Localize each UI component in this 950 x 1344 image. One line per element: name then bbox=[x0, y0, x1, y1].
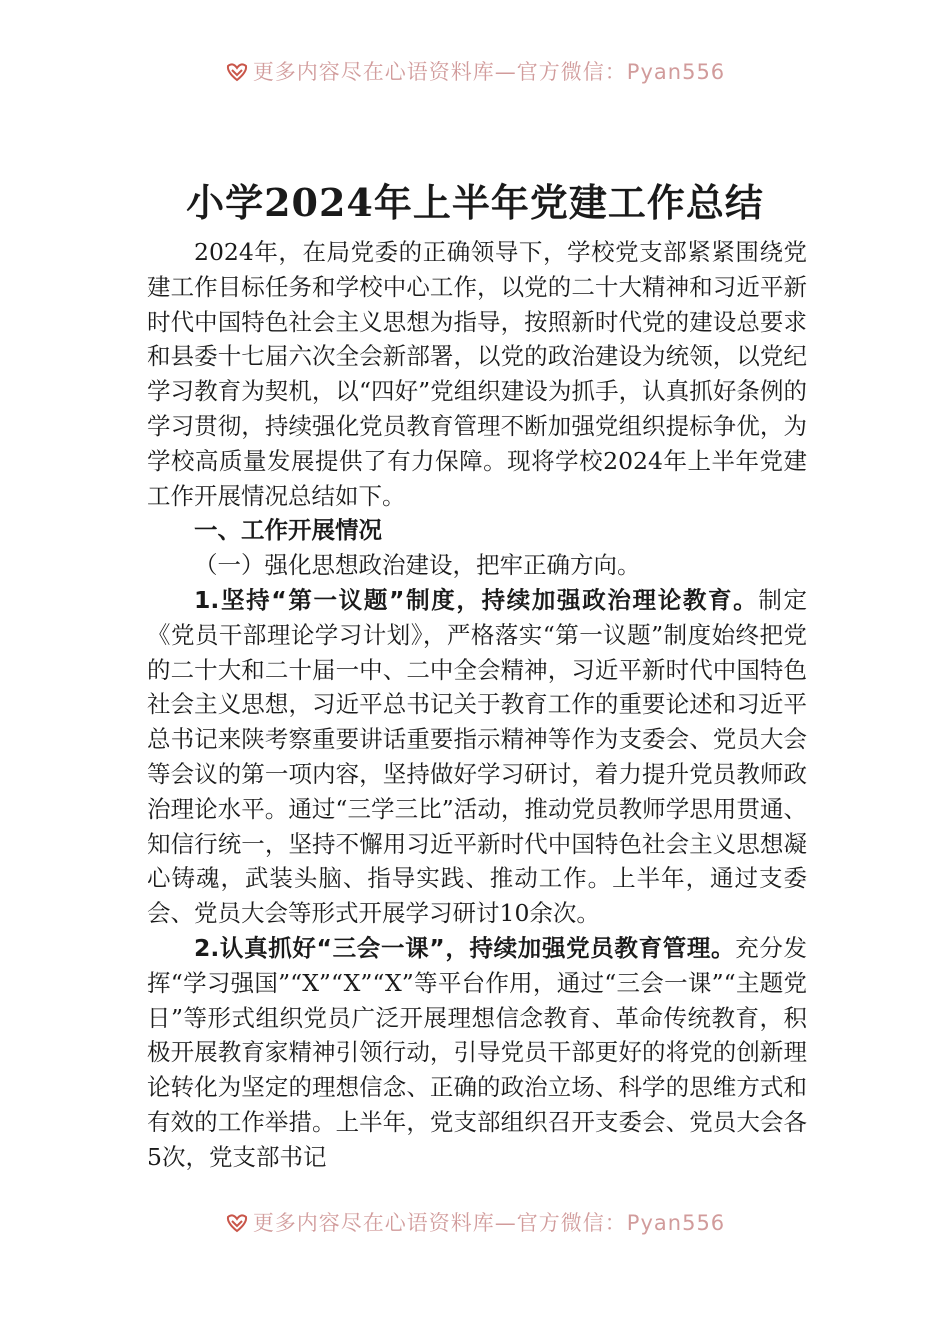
document-body bbox=[147, 235, 807, 1175]
document-title: 小学2024年上半年党建工作总结 bbox=[186, 180, 764, 225]
subsection-heading: （一）强化思想政治建设，把牢正确方向。 bbox=[194, 551, 641, 580]
item-2-paragraph bbox=[147, 931, 807, 1175]
watermark-bottom-text: 更多内容尽在心语资料库—官方微信：Pyan556 bbox=[252, 1211, 726, 1235]
watermark-top-text: 更多内容尽在心语资料库—官方微信：Pyan556 bbox=[252, 60, 726, 84]
item-1-paragraph bbox=[147, 583, 807, 931]
item-1-body: 制定《党员干部理论学习计划》，严格落实“第一议题”制度始终把党的二十大和二十届一中、二中全会精神，习近平新时代中国特色社会主义思想，习近平总书记关于教育工作的重要论述和习近平总书记来陕考察重要讲话重要指示精神等作为支委会、党员大会等会议的第一项内容，坚持做好学习研讨，着力提升党员教师政治理论水平。通过“三学三比”活动，推动党员教师学思用贯通、知信行统一，坚持不懈用习近平新时代中国特色社会主义思想凝心铸魂，武装头脑、指导实践、推动工作。上半年，通过支委会、党员大会等形式开展学习研讨10余次。 bbox=[147, 585, 808, 928]
watermark-logo-icon bbox=[225, 62, 249, 82]
item-1-lead: 1.坚持“第一议题”制度，持续加强政治理论教育。 bbox=[194, 585, 759, 614]
section-heading: 一、工作开展情况 bbox=[194, 516, 382, 545]
item-2-lead: 2.认真抓好“三会一课”，持续加强党员教育管理。 bbox=[194, 933, 736, 962]
intro-paragraph: 2024年，在局党委的正确领导下，学校党支部紧紧围绕党建工作目标任务和学校中心工作，以党的二十大精神和习近平新时代中国特色社会主义思想为指导，按照新时代党的建设总要求和县委十七届六次全会新部署，以党的政治建设为统领，以党纪学习教育为契机，以“四好”党组织建设为抓手，认真抓好条例的学习贯彻，持续强化党员教育管理不断加强党组织提标争优，为学校高质量发展提供了有力保障。现将学校2024年上半年党建工作开展情况总结如下。 bbox=[147, 238, 807, 510]
item-2-body: 充分发挥“学习强国”“X”“X”“X”等平台作用，通过“三会一课”“主题党日”等形式组织党员广泛开展理想信念教育、革命传统教育，积极开展教育家精神引领行动，引导党员干部更好的将党的创新理论转化为坚定的理想信念、正确的政治立场、科学的思维方式和有效的工作举措。上半年，党支部组织召开支委会、党员大会各5次，党支部书记 bbox=[147, 933, 808, 1171]
watermark-top bbox=[0, 56, 950, 86]
watermark-bottom bbox=[0, 1207, 950, 1237]
watermark-logo-icon bbox=[225, 1213, 249, 1233]
